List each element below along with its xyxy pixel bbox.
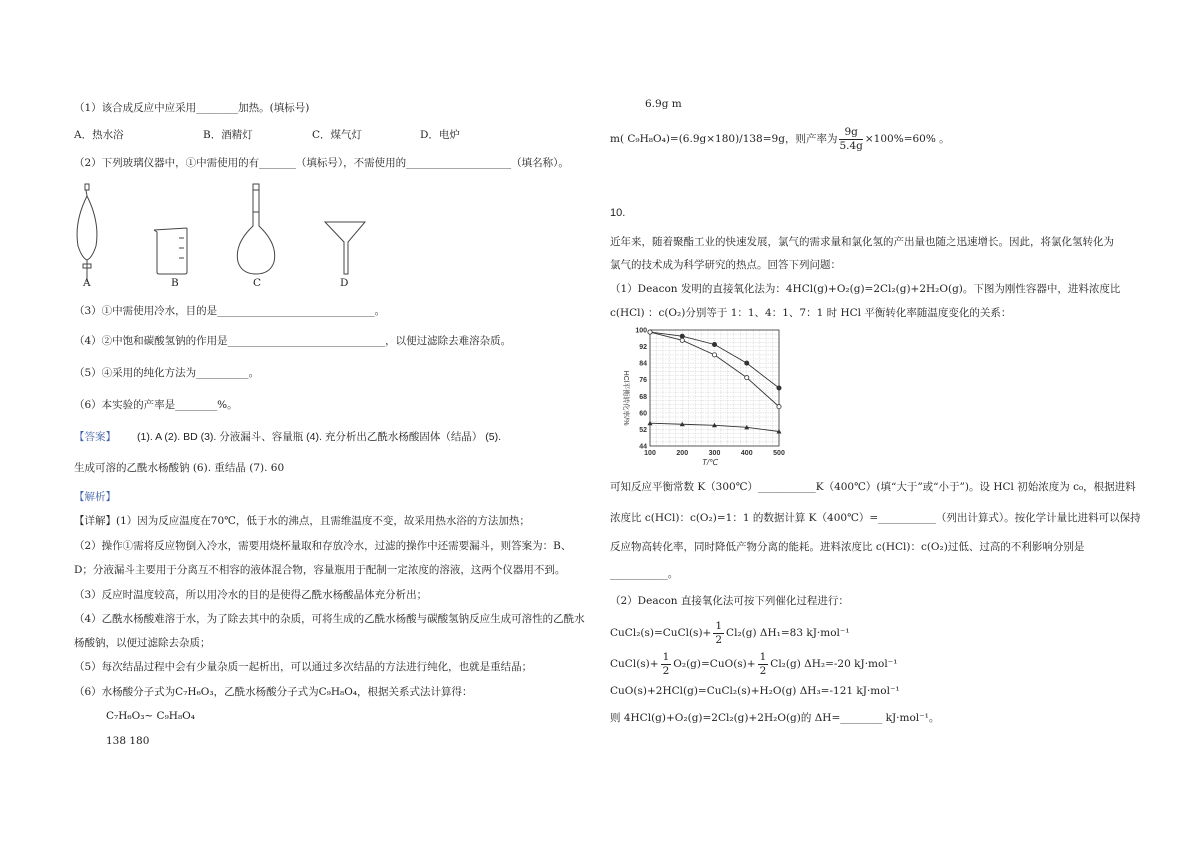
option-a: A．热水浴 [74, 129, 124, 141]
data-point [777, 386, 781, 390]
eq2-part-1: CuCl(s)+ [610, 658, 659, 670]
y-tick-label: 44 [639, 443, 647, 451]
analysis-p1: 【详解】(1）因为反应温度在70℃，低于水的沸点，且需维温度不变，故采用热水浴的方法加热； [74, 515, 530, 527]
y-tick-label: 84 [639, 360, 647, 368]
intro-line-1: 近年来，随着聚酯工业的快速发展，氯气的需求量和氯化氢的产出量也随之迅速增长。因此，将氯化氢转化为 [610, 236, 1114, 248]
option-c: C．煤气灯 [312, 129, 363, 141]
data-point [777, 405, 781, 409]
analysis-p8: （6）水杨酸分子式为C₇H₆O₃，乙酰水杨酸分子式为C₉H₈O₄，根据关系式法计算得： [74, 686, 473, 698]
k-question-2: 浓度比 c(HCl)：c(O₂)=1：1 的数据计算 K（400℃）=___________（列出计算式）。按化学计量比进料可以保持 [610, 512, 1141, 524]
answer-line-2: 生成可溶的乙酰水杨酸钠 (6). 重结晶 (7). 60 [74, 462, 285, 474]
eq2-part-3: Cl₂(g) ΔH₂=-20 kJ·mol⁻¹ [770, 658, 898, 670]
x-axis-label: T/℃ [701, 458, 719, 467]
molar-masses: 138 180 [106, 735, 150, 747]
y-tick-label: 92 [639, 344, 647, 352]
yield-text: m( C₉H₈O₄)=(6.9g×180)/138=9g，则产率为 [610, 133, 838, 145]
half-num: 1 [759, 650, 767, 663]
analysis-tag: 【解析】 [74, 491, 116, 503]
option-d: D．电炉 [420, 129, 460, 141]
analysis-p4: （3）反应时温度较高，所以用冷水的目的是使得乙酰水杨酸晶体充分析出； [74, 589, 428, 601]
apparatus-label-d: D [340, 277, 349, 289]
section-2-heading: （2）Deacon 直接氧化法可按下列催化过程进行： [610, 595, 849, 607]
option-b: B．酒精灯 [203, 129, 253, 141]
apparatus-label-c: C [253, 277, 262, 289]
k-question-1: 可知反应平衡常数 K（300℃）___________K（400℃）(填“大于”或“小于”)。设 HCl 初始浓度为 c₀，根据进料 [610, 481, 1136, 493]
y-tick-label: 76 [639, 377, 647, 385]
intro-line-3: （1）Deacon 发明的直接氧化法为：4HCl(g)+O₂(g)=2Cl₂(g)+2H₂O(g)。下图为刚性容器中，进料浓度比 [610, 283, 1121, 295]
fraction-numerator: 9g [839, 126, 862, 140]
analysis-p3: D；分液漏斗主要用于分离互不相容的液体混合物，容量瓶用于配制一定浓度的溶液，这两个仪器用不到。 [74, 564, 566, 576]
mass-line: 6.9g m [645, 98, 682, 110]
k-question-4: ___________。 [610, 568, 679, 580]
x-tick-label: 200 [676, 450, 689, 457]
eq1-right: Cl₂(g) ΔH₁=83 kJ·mol⁻¹ [726, 627, 850, 639]
question-4: （4）②中饱和碳酸氢钠的作用是______________________________，以便过滤除去难溶杂质。 [74, 335, 512, 347]
question-6: （6）本实验的产率是________%。 [74, 399, 238, 411]
question-number: 10. [610, 207, 626, 219]
question-5: （5）④采用的纯化方法为__________。 [74, 367, 260, 379]
half-den: 2 [759, 664, 767, 677]
conversion-chart [612, 322, 792, 472]
half-den: 2 [662, 664, 670, 677]
apparatus-label-a: A [83, 277, 91, 289]
intro-line-2: 氯气的技术成为科学研究的热点。回答下列问题： [610, 259, 841, 271]
half-fraction [758, 651, 769, 678]
yield-fraction [839, 126, 862, 153]
eq1-left: CuCl₂(s)=CuCl(s)+ [610, 627, 712, 639]
analysis-p7: （5）每次结晶过程中会有少量杂质一起析出，可以通过多次结晶的方法进行纯化，也就是重结晶； [74, 661, 533, 673]
half-fraction [661, 651, 672, 678]
question-1: （1）该合成反应中应采用________加热。(填标号) [74, 102, 310, 114]
y-tick-label: 68 [639, 393, 647, 401]
equation-3: CuO(s)+2HCl(g)=CuCl₂(s)+H₂O(g) ΔH₃=-121 kJ·mol⁻¹ [610, 685, 900, 697]
beaker-icon [154, 228, 187, 274]
relation-formula: C₇H₆O₃~ C₉H₈O₄ [106, 710, 195, 722]
delta-h-question: 则 4HCl(g)+O₂(g)=2Cl₂(g)+2H₂O(g)的 ΔH=________ kJ·mol⁻¹。 [610, 712, 940, 724]
eq2-part-2: O₂(g)=CuO(s)+ [673, 658, 756, 670]
analysis-p5: （4）乙酰水杨酸难溶于水，为了除去其中的杂质，可将生成的乙酰水杨酸与碳酸氢钠反应生成可溶性的乙酰水 [74, 613, 585, 625]
apparatus-label-b: B [171, 277, 179, 289]
question-2: （2）下列玻璃仪器中，①中需使用的有_______（填标号），不需使用的____________________（填名称）。 [74, 157, 569, 169]
yield-line [610, 124, 950, 154]
yield-result: ×100%=60% 。 [864, 133, 950, 145]
y-tick-label: 52 [639, 426, 647, 434]
data-point [680, 338, 684, 342]
half-num: 1 [715, 619, 723, 632]
analysis-p2: （2）操作①需将反应物倒入冷水，需要用烧杯量取和存放冷水，过滤的操作中还需要漏斗，则答案为：B、 [74, 540, 572, 552]
answer-line-1: (1). A (2). BD (3). 分液漏斗、容量瓶 (4). 充分析出乙酰水杨酸固体（结晶） (5). [137, 431, 502, 443]
y-axis-label: HCl平衡转化率/% [622, 370, 629, 426]
x-tick-label: 400 [740, 450, 753, 457]
data-point [745, 361, 749, 365]
equation-1 [610, 618, 850, 648]
half-den: 2 [715, 633, 723, 646]
apparatus-figure [60, 182, 380, 292]
y-tick-label: 100 [635, 327, 647, 335]
volumetric-flask-icon [237, 184, 274, 274]
funnel-icon [325, 222, 365, 274]
x-tick-label: 500 [773, 450, 785, 457]
intro-line-4: c(HCl) ：c(O₂)分别等于 1：1、4：1、7：1 时 HCl 平衡转化率随温度变化的关系： [610, 307, 1012, 319]
half-num: 1 [662, 650, 670, 663]
question-3: （3）①中需使用冷水，目的是______________________________。 [74, 305, 386, 317]
k-question-3: 反应物高转化率，同时降低产物分离的能耗。进料浓度比 c(HCl)：c(O₂)过低、过高的不利影响分别是 [610, 541, 1085, 553]
data-point [680, 334, 684, 338]
x-tick-label: 100 [644, 450, 656, 457]
data-point [745, 376, 749, 380]
data-point [712, 353, 716, 357]
half-fraction [713, 620, 724, 647]
data-point [712, 342, 716, 346]
fraction-denominator: 5.4g [839, 139, 863, 152]
y-tick-label: 60 [639, 410, 647, 418]
analysis-p6: 杨酸钠，以便过滤除去杂质； [74, 637, 211, 649]
equation-2 [610, 649, 897, 679]
separatory-funnel-icon [77, 184, 97, 282]
data-point [648, 330, 652, 334]
answer-tag: 【答案】 [74, 431, 116, 443]
x-tick-label: 300 [708, 450, 721, 457]
